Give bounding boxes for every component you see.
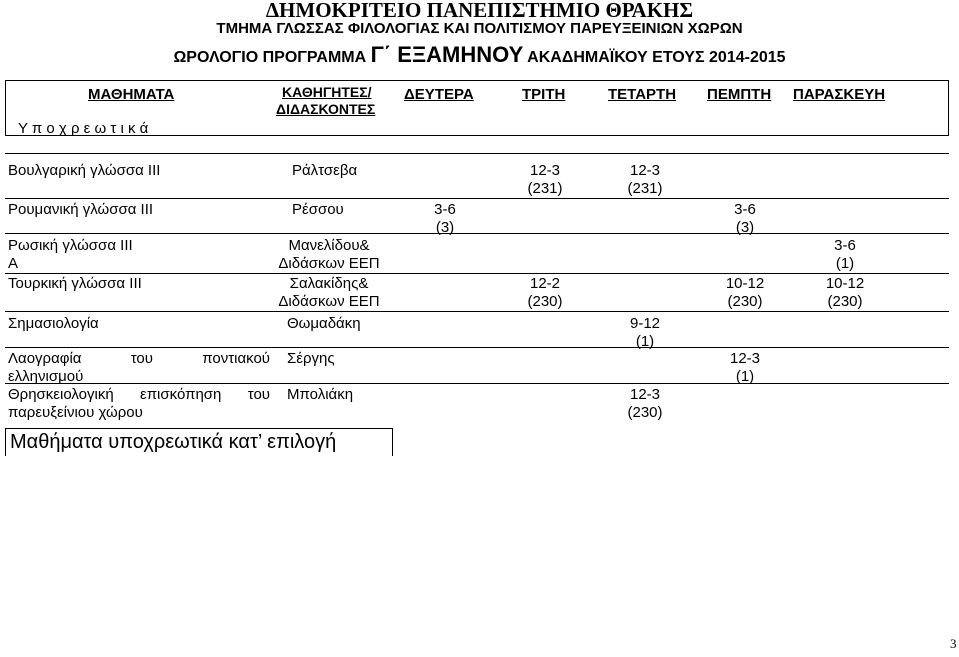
course-russian [8,237,133,273]
course-romanian: Ρουμανική γλώσσα ΙΙΙ [8,201,154,218]
col-tuesday: ΤΡΙΤΗ [522,86,566,103]
slot-time: 3-6 [834,237,856,254]
teacher-salakidis [268,275,390,311]
slot-time: 9-12 [629,315,661,332]
r6-thursday [705,350,785,386]
slot-time: 12-3 [629,162,661,179]
slot-room: (3) [735,219,755,236]
course-word: επισκόπηση [140,386,222,403]
teacher-raltseva: Ράλτσεβα [292,162,358,179]
slot-room: (230) [727,293,763,310]
r4-tuesday [505,275,585,311]
slot-room: (231) [627,180,663,197]
page-number: 3 [950,636,957,651]
semester-label: Γ΄ ΕΞΑΜΗΝΟΥ [370,42,524,67]
r2-monday [410,201,480,237]
r5-wednesday [605,315,685,351]
slot-room: (230) [527,293,563,310]
teacher-thomadaki: Θωμαδάκη [287,315,361,332]
slot-room: (1) [735,368,755,385]
course-word: του [247,386,270,403]
slot-time: 12-3 [629,386,661,403]
col-courses: ΜΑΘΗΜΑΤΑ [88,86,175,103]
course-word: ποντιακού [202,350,270,367]
elective-courses-heading: Μαθήματα υποχρεωτικά κατ’ επιλογή [5,428,393,456]
teacher-mpoliaki: Μπολιάκη [287,386,354,403]
slot-room: (3) [435,219,455,236]
slot-time: 12-2 [529,275,561,292]
slot-room: (230) [827,293,863,310]
r4-thursday [705,275,785,311]
col-thursday: ΠΕΜΠΤΗ [707,86,772,103]
course-line: Α [8,255,19,272]
r7-wednesday [605,386,685,422]
teacher-line: Διδάσκων ΕΕΠ [278,293,380,310]
course-folklore [8,350,270,386]
slot-room: (231) [527,180,563,197]
academic-year: ΑΚΑΔΗΜΑΪΚΟΥ ΕΤΟΥΣ 2014-2015 [527,49,786,66]
teacher-line: Διδάσκων ΕΕΠ [278,255,380,272]
course-line [8,386,270,404]
course-bulgarian: Βουλγαρική γλώσσα ΙΙΙ [8,162,161,179]
course-turkish: Τουρκική γλώσσα ΙΙΙ [8,275,142,292]
r3-friday [805,237,885,273]
divider [5,273,949,274]
r1-wednesday [605,162,685,198]
course-religion [8,386,270,422]
divider [5,153,949,154]
course-word: Λαογραφία [8,350,82,367]
r2-thursday [705,201,785,237]
r1-tuesday [505,162,585,198]
r4-friday [805,275,885,311]
slot-room: (1) [835,255,855,272]
divider [5,311,949,312]
course-line: ελληνισμού [8,368,84,385]
slot-time: 3-6 [734,201,756,218]
col-wednesday: ΤΕΤΑΡΤΗ [608,86,677,103]
slot-room: (1) [635,333,655,350]
col-teachers-line1: ΚΑΘΗΓΗΤΕΣ/ [282,84,372,100]
slot-time: 12-3 [529,162,561,179]
course-line: παρευξείνιου χώρου [8,404,143,421]
department-title: ΤΜΗΜΑ ΓΛΩΣΣΑΣ ΦΙΛΟΛΟΓΙΑΣ ΚΑΙ ΠΟΛΙΤΙΣΜΟΥ ΠΑΡΕΥΞΕΙΝΙΩΝ ΧΩΡΩΝ [216,20,743,37]
col-teachers-line2: ΔΙΔΑΣΚΟΝΤΕΣ [276,101,376,117]
slot-time: 3-6 [434,201,456,218]
schedule-title [0,42,959,68]
divider [5,347,949,348]
col-monday: ΔΕΥΤΕΡΑ [404,86,474,103]
course-word: Θρησκειολογική [8,386,114,403]
teacher-manelidou [268,237,390,273]
divider [5,198,949,199]
teacher-sergis: Σέργης [287,350,335,367]
schedule-prefix: ΩΡΟΛΟΓΙΟ ΠΡΟΓΡΑΜΜΑ [173,49,367,66]
teacher-line: Μανελίδου& [288,237,370,254]
slot-time: 10-12 [825,275,865,292]
course-word: του [130,350,153,367]
teacher-ressou: Ρέσσου [292,201,344,218]
mandatory-label: Υ π ο χ ρ ε ω τ ι κ ά [18,120,149,137]
course-semantics: Σημασιολογία [8,315,99,332]
col-friday: ΠΑΡΑΣΚΕΥΗ [793,86,886,103]
teacher-line: Σαλακίδης& [289,275,369,292]
slot-time: 12-3 [729,350,761,367]
slot-room: (230) [627,404,663,421]
course-line [8,350,270,368]
slot-time: 10-12 [725,275,765,292]
course-line: Ρωσική γλώσσα ΙΙΙ [8,237,133,254]
university-title: ΔΗΜΟΚΡΙΤΕΙΟ ΠΑΝΕΠΙΣΤΗΜΙΟ ΘΡΑΚΗΣ [265,0,694,22]
